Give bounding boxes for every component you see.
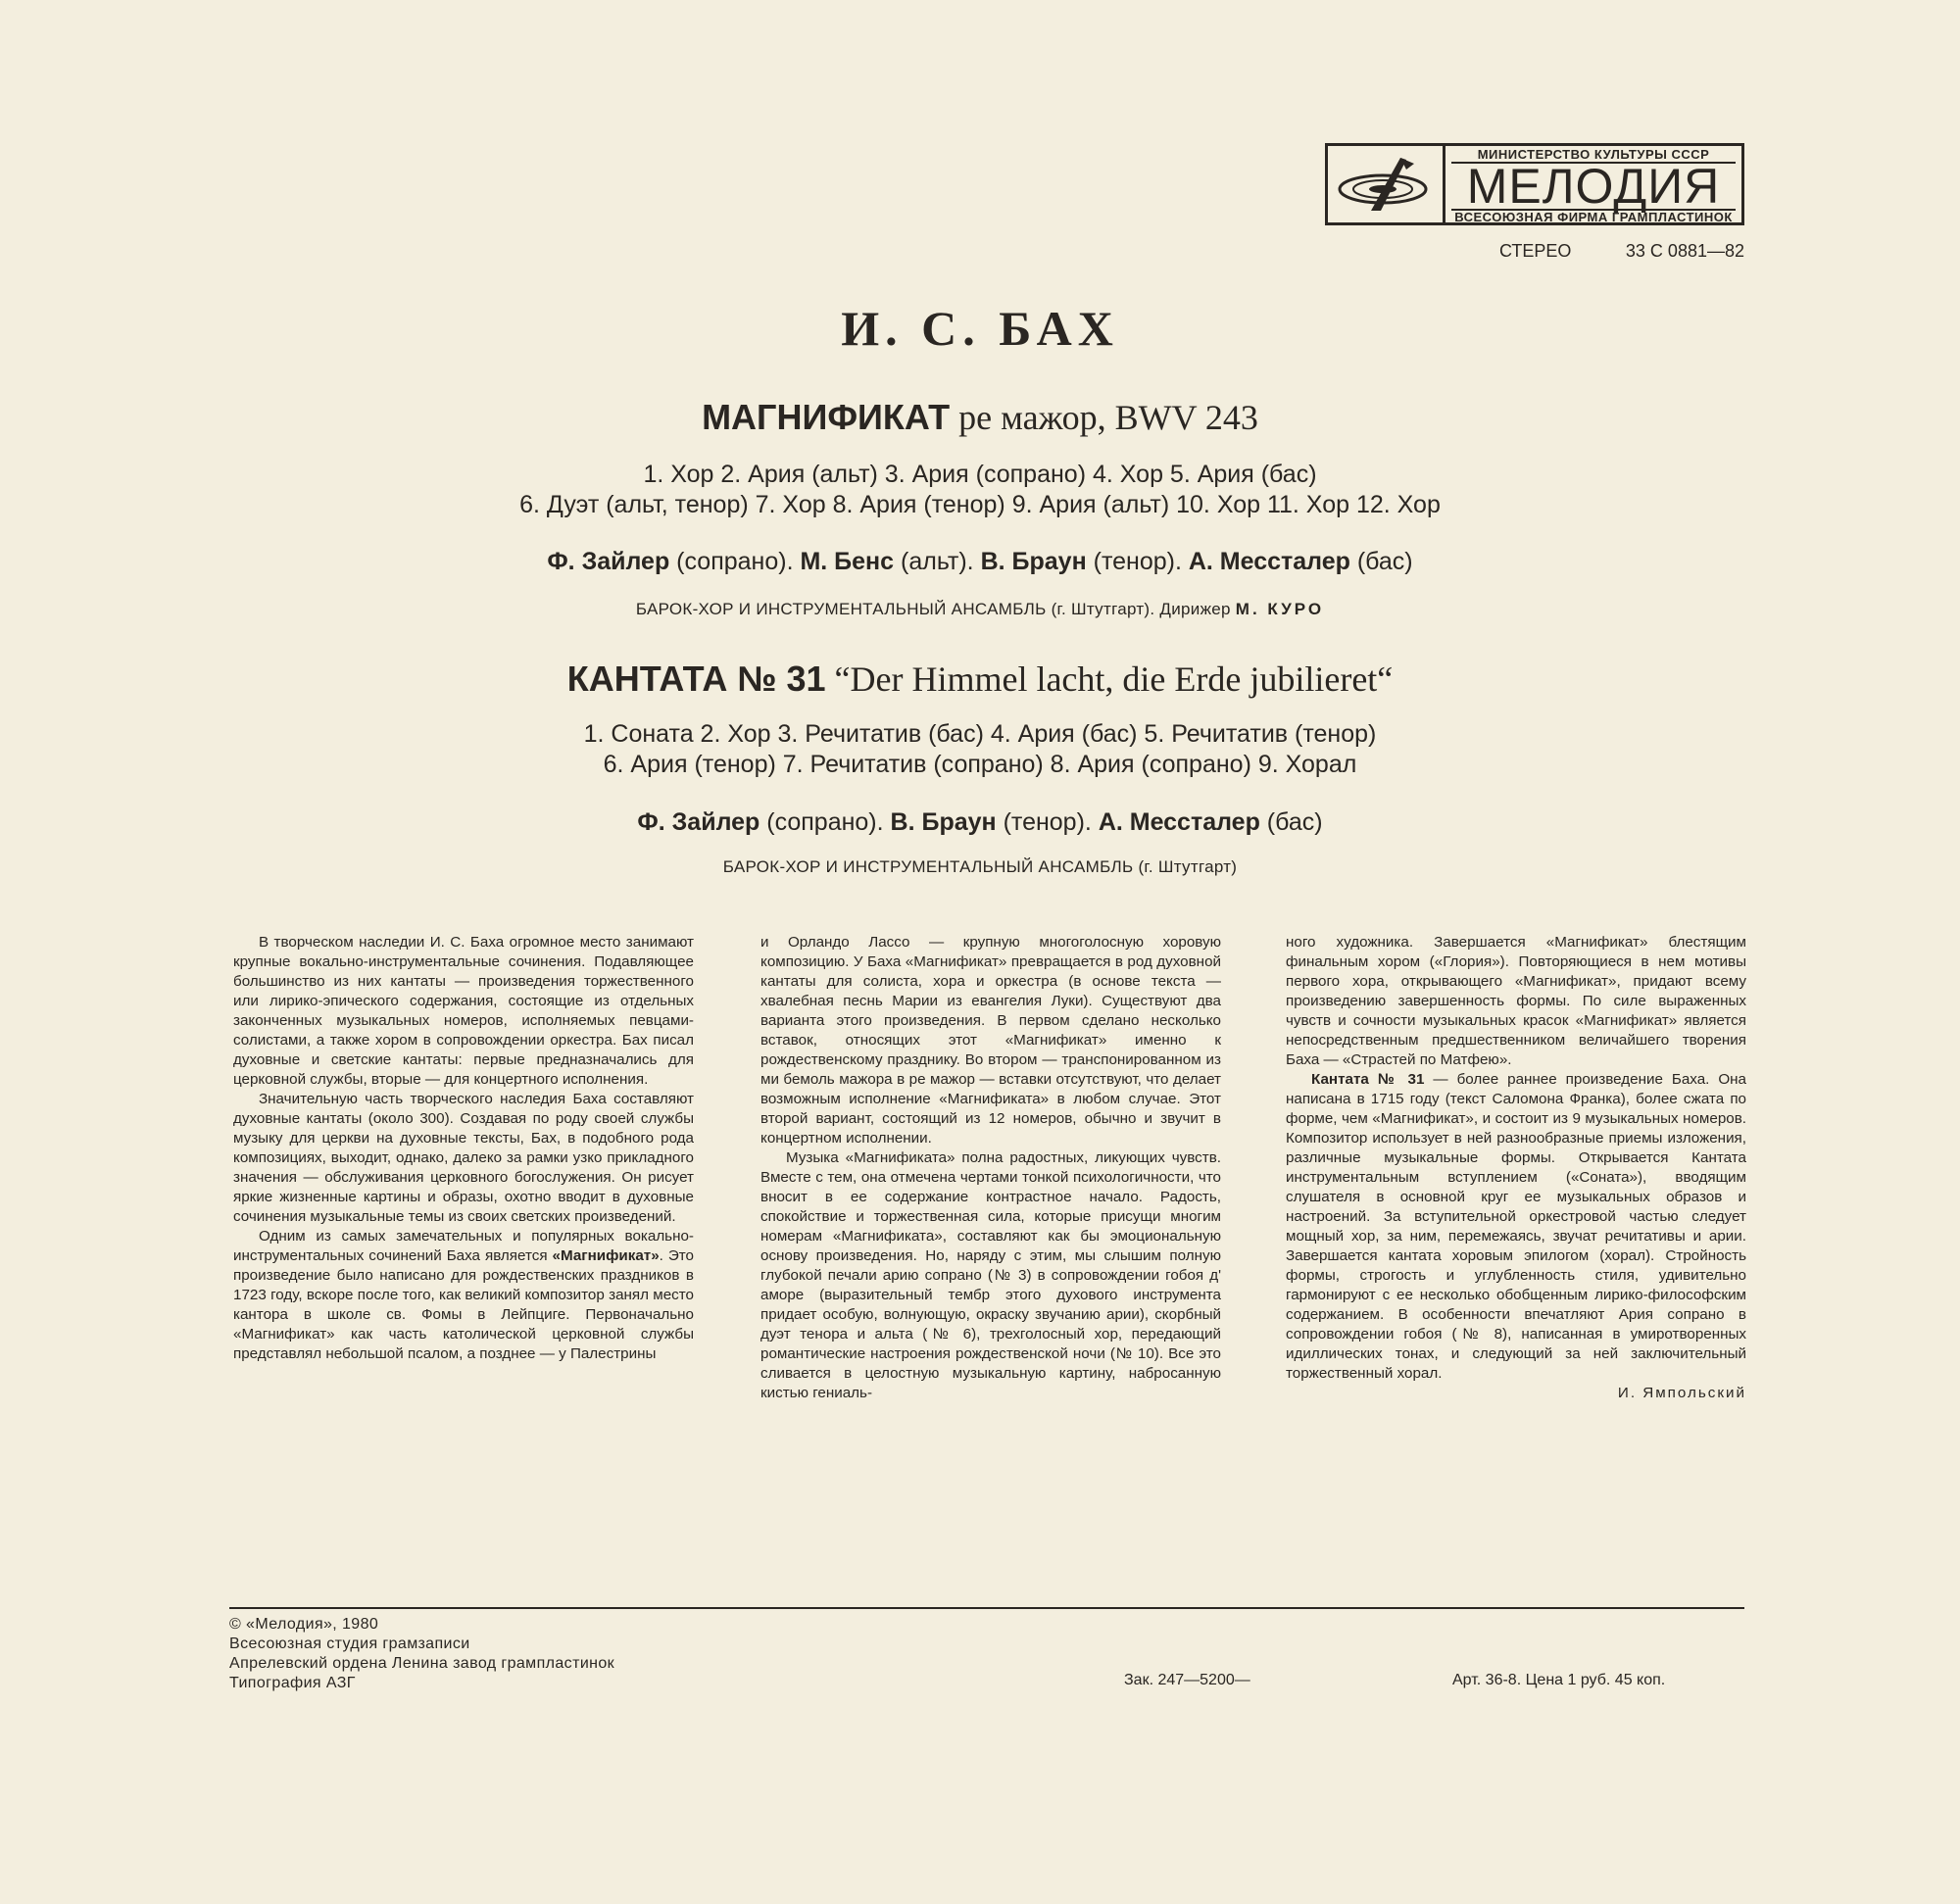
melodiya-logo [1325,143,1744,225]
magnificat-title-rest: ре мажор, BWV 243 [950,398,1258,437]
notes-text: — более раннее произведение Баха. Она написана в 1715 году (текст Саломона Франка), более сжата по форме, чем «Магнификат», и состоит из 9 музыкальных номеров. Композитор использует в ней разнообразные приемы изложения, различные музыкальные формы. Открывается Кантата инструментальным вступлением («Соната»), вводящим слушателя в основной круг ее музыкальных образов и настроений. За вступительной оркестровой частью следует мощный хор, за ним, перемежаясь, звучат речитативы и арии. Завершается кантата хоровым эпилогом (хорал). Стройность формы, строгость и углубленность стиля, удивительно гармонируют с ее несколько обобщенным лирико-философским содержанием. В особенности впечатляют Ария сопрано в сопровождении гобоя (№ 8), написанная в умиротворенных идиллических тонах, и следующий за ней заключительный торжественный хорал. [1286,1071,1747,1382]
plant: Апрелевский ордена Ленина завод грампластинок [229,1655,615,1672]
performer-role: (сопрано). [669,548,801,575]
printer: Типография АЗГ [229,1675,356,1691]
notes-paragraph: и Орландо Лассо — крупную многоголосную хоровую композицию. У Баха «Магнификат» превращается в род духовной кантаты для солиста, хора и оркестра (в основе текста — хвалебная песнь Марии из евангелия Луки). Существуют два варианта этого произведения. В первом сделано несколько вставок, относящих этот «Магнификат» именно к рождественскому празднику. Во втором — транспонированном из ми бемоль мажора в ре мажор — вставки отсутствуют, что делает возможным исполнение «Магнификата» в любом случае. Этот второй вариант, состоящий из 12 номеров, обычно и звучит в концертном исполнении. [760,934,1221,1147]
footer-credits [229,1615,614,1693]
notes-paragraph: ного художника. Завершается «Магнификат» блестящим финальным хором («Глория»). Повторяющиеся в нем мотивы первого хора, открывающего «Магнификат», придают всему произведению завершенность формы. По силе выраженных чувств и сочности музыкальных красок «Магнификат» является непосредственным предшественником величайшего творения Баха — «Страстей по Матфею». [1286,934,1746,1068]
copyright: © «Мелодия», 1980 [229,1616,379,1633]
logo-firm-text: ВСЕСОЮЗНАЯ ФИРМА ГРАМПЛАСТИНОК [1454,210,1733,224]
performer-name: Ф. Зайлер [637,808,760,836]
performer-name: В. Браун [890,808,997,836]
performer-name: Ф. Зайлер [547,548,670,575]
cantata-performers [0,808,1960,837]
notes-column-2 [760,933,1221,1403]
notes-paragraph: Музыка «Магнификата» полна радостных, ликующих чувств. Вместе с тем, она отмечена чертами тонкой психологичности, что вносит в ее содержание контрастное начало. Радость, спокойствие и торжественная сила, которые присущи многим номерам «Магнификата», составляют как бы эмоциональную основу произведения. Но, наряду с этим, мы слышим полную глубокой печали арию сопрано (№ 3) в сопровождении гобоя д' аморе (выразительный тембр этого духового инструмента придает особую, волнующую, окраску звучанию арии), скорбный дуэт тенора и альта (№ 6), трехголосный хор, передающий романтические настроения рождественской ночи (№ 10). Все это сливается в целостную музыкальную картину, набросанную кистью гениаль- [760,1149,1221,1401]
performer-name: М. Бенс [800,548,895,575]
magnificat-tracklist [0,460,1960,520]
melodiya-emblem-icon [1328,146,1446,222]
catalog-number: 33 С 0881—82 [1625,241,1744,261]
conductor-name: М. КУРО [1235,600,1325,618]
logo-ministry-text: МИНИСТЕРСТВО КУЛЬТУРЫ СССР [1477,147,1710,162]
notes-emphasis: «Магнификат» [552,1247,660,1264]
performer-role: (тенор). [1086,548,1189,575]
performer-role: (бас) [1349,548,1413,575]
studio: Всесоюзная студия грамзаписи [229,1635,470,1652]
performer-role: (бас) [1259,808,1323,836]
notes-author: И. Ямпольский [1617,1385,1746,1401]
magnificat-tracks-line1: 1. Хор 2. Ария (альт) 3. Ария (сопрано) 4. Хор 5. Ария (бас) [643,461,1317,488]
magnificat-title-bold: МАГНИФИКАТ [702,397,951,437]
cantata-title [0,659,1960,700]
notes-paragraph: В творческом наследии И. С. Баха огромное место занимают крупные вокально-инструментальные сочинения. Подавляющее большинство из них кантаты — произведения торжественного или лирико-эпического содержания, состоящие из отдельных законченных музыкальных номеров, исполняемых певцами-солистами, а также хором в сопровождении оркестра. Бах писал духовные и светские кантаты: первые предназначались для церковной службы, вторые — для концертного исполнения. [233,934,694,1088]
performer-role: (сопрано). [760,808,891,836]
footer-divider [229,1607,1744,1609]
logo-brand-text: МЕЛОДИЯ [1451,162,1736,211]
catalog-line [1499,241,1744,262]
notes-column-1 [233,933,694,1364]
performer-role: (тенор). [996,808,1099,836]
performer-name: В. Браун [980,548,1087,575]
cantata-tracklist [0,719,1960,780]
performer-name: А. Месcталер [1188,548,1350,575]
notes-paragraph: Значительную часть творческого наследия Баха составляют духовные кантаты (около 300). Создавая по роду своей службы музыку для церкви на духовные тексты, Бах, в подобного рода композициях, выходит, однако, далеко за рамки узко прикладного значения — обслуживания церковного богослужения. Он рисует яркие жизненные картины и образы, охотно вводит в духовные сочинения музыкальные темы из своих светских произведений. [233,1091,694,1225]
notes-text: Одним из самых замечательных и популярных вокально-инструментальных сочинений Баха является [233,1228,694,1264]
price: Арт. 36-8. Цена 1 руб. 45 коп. [1452,1672,1666,1688]
cantata-tracks-line1: 1. Соната 2. Хор 3. Речитатив (бас) 4. Ария (бас) 5. Речитатив (тенор) [583,720,1377,748]
performer-role: (альт). [894,548,981,575]
ensemble-text: БАРОК-ХОР И ИНСТРУМЕНТАЛЬНЫЙ АНСАМБЛЬ (г. Штутгарт). Дирижер [635,600,1236,618]
magnificat-title [0,397,1960,438]
magnificat-tracks-line2: 6. Дуэт (альт, тенор) 7. Хор 8. Ария (тенор) 9. Ария (альт) 10. Хор 11. Хор 12. Хор [519,491,1441,518]
stereo-label: СТЕРЕО [1499,241,1572,261]
cantata-title-bold: КАНТАТА № 31 [566,659,826,699]
notes-paragraph [233,1227,694,1364]
cantata-ensemble [0,857,1960,877]
composer-name: И. С. БАХ [841,301,1119,356]
notes-emphasis: Кантата № 31 [1311,1071,1425,1088]
order-number: Зак. 247—5200— [1124,1672,1250,1688]
notes-column-3 [1286,933,1746,1403]
ensemble-text: БАРОК-ХОР И ИНСТРУМЕНТАЛЬНЫЙ АНСАМБЛЬ (г. Штутгарт) [722,857,1238,876]
cantata-title-rest: “Der Himmel lacht, die Erde jubilieret“ [825,659,1394,699]
notes-paragraph [1286,1070,1746,1384]
magnificat-performers [0,548,1960,576]
notes-text: . Это произведение было написано для рождественских праздников в 1723 году, вскоре после того, как великий композитор занял место кантора в школе св. Фомы в Лейпциге. Первоначально «Магнификат» как часть католической церковной службы представлял небольшой псалом, а позднее — у Палестрины [233,1247,694,1362]
performer-name: А. Месcталер [1098,808,1260,836]
cantata-tracks-line2: 6. Ария (тенор) 7. Речитатив (сопрано) 8. Ария (сопрано) 9. Хорал [603,751,1357,778]
magnificat-ensemble [0,600,1960,619]
